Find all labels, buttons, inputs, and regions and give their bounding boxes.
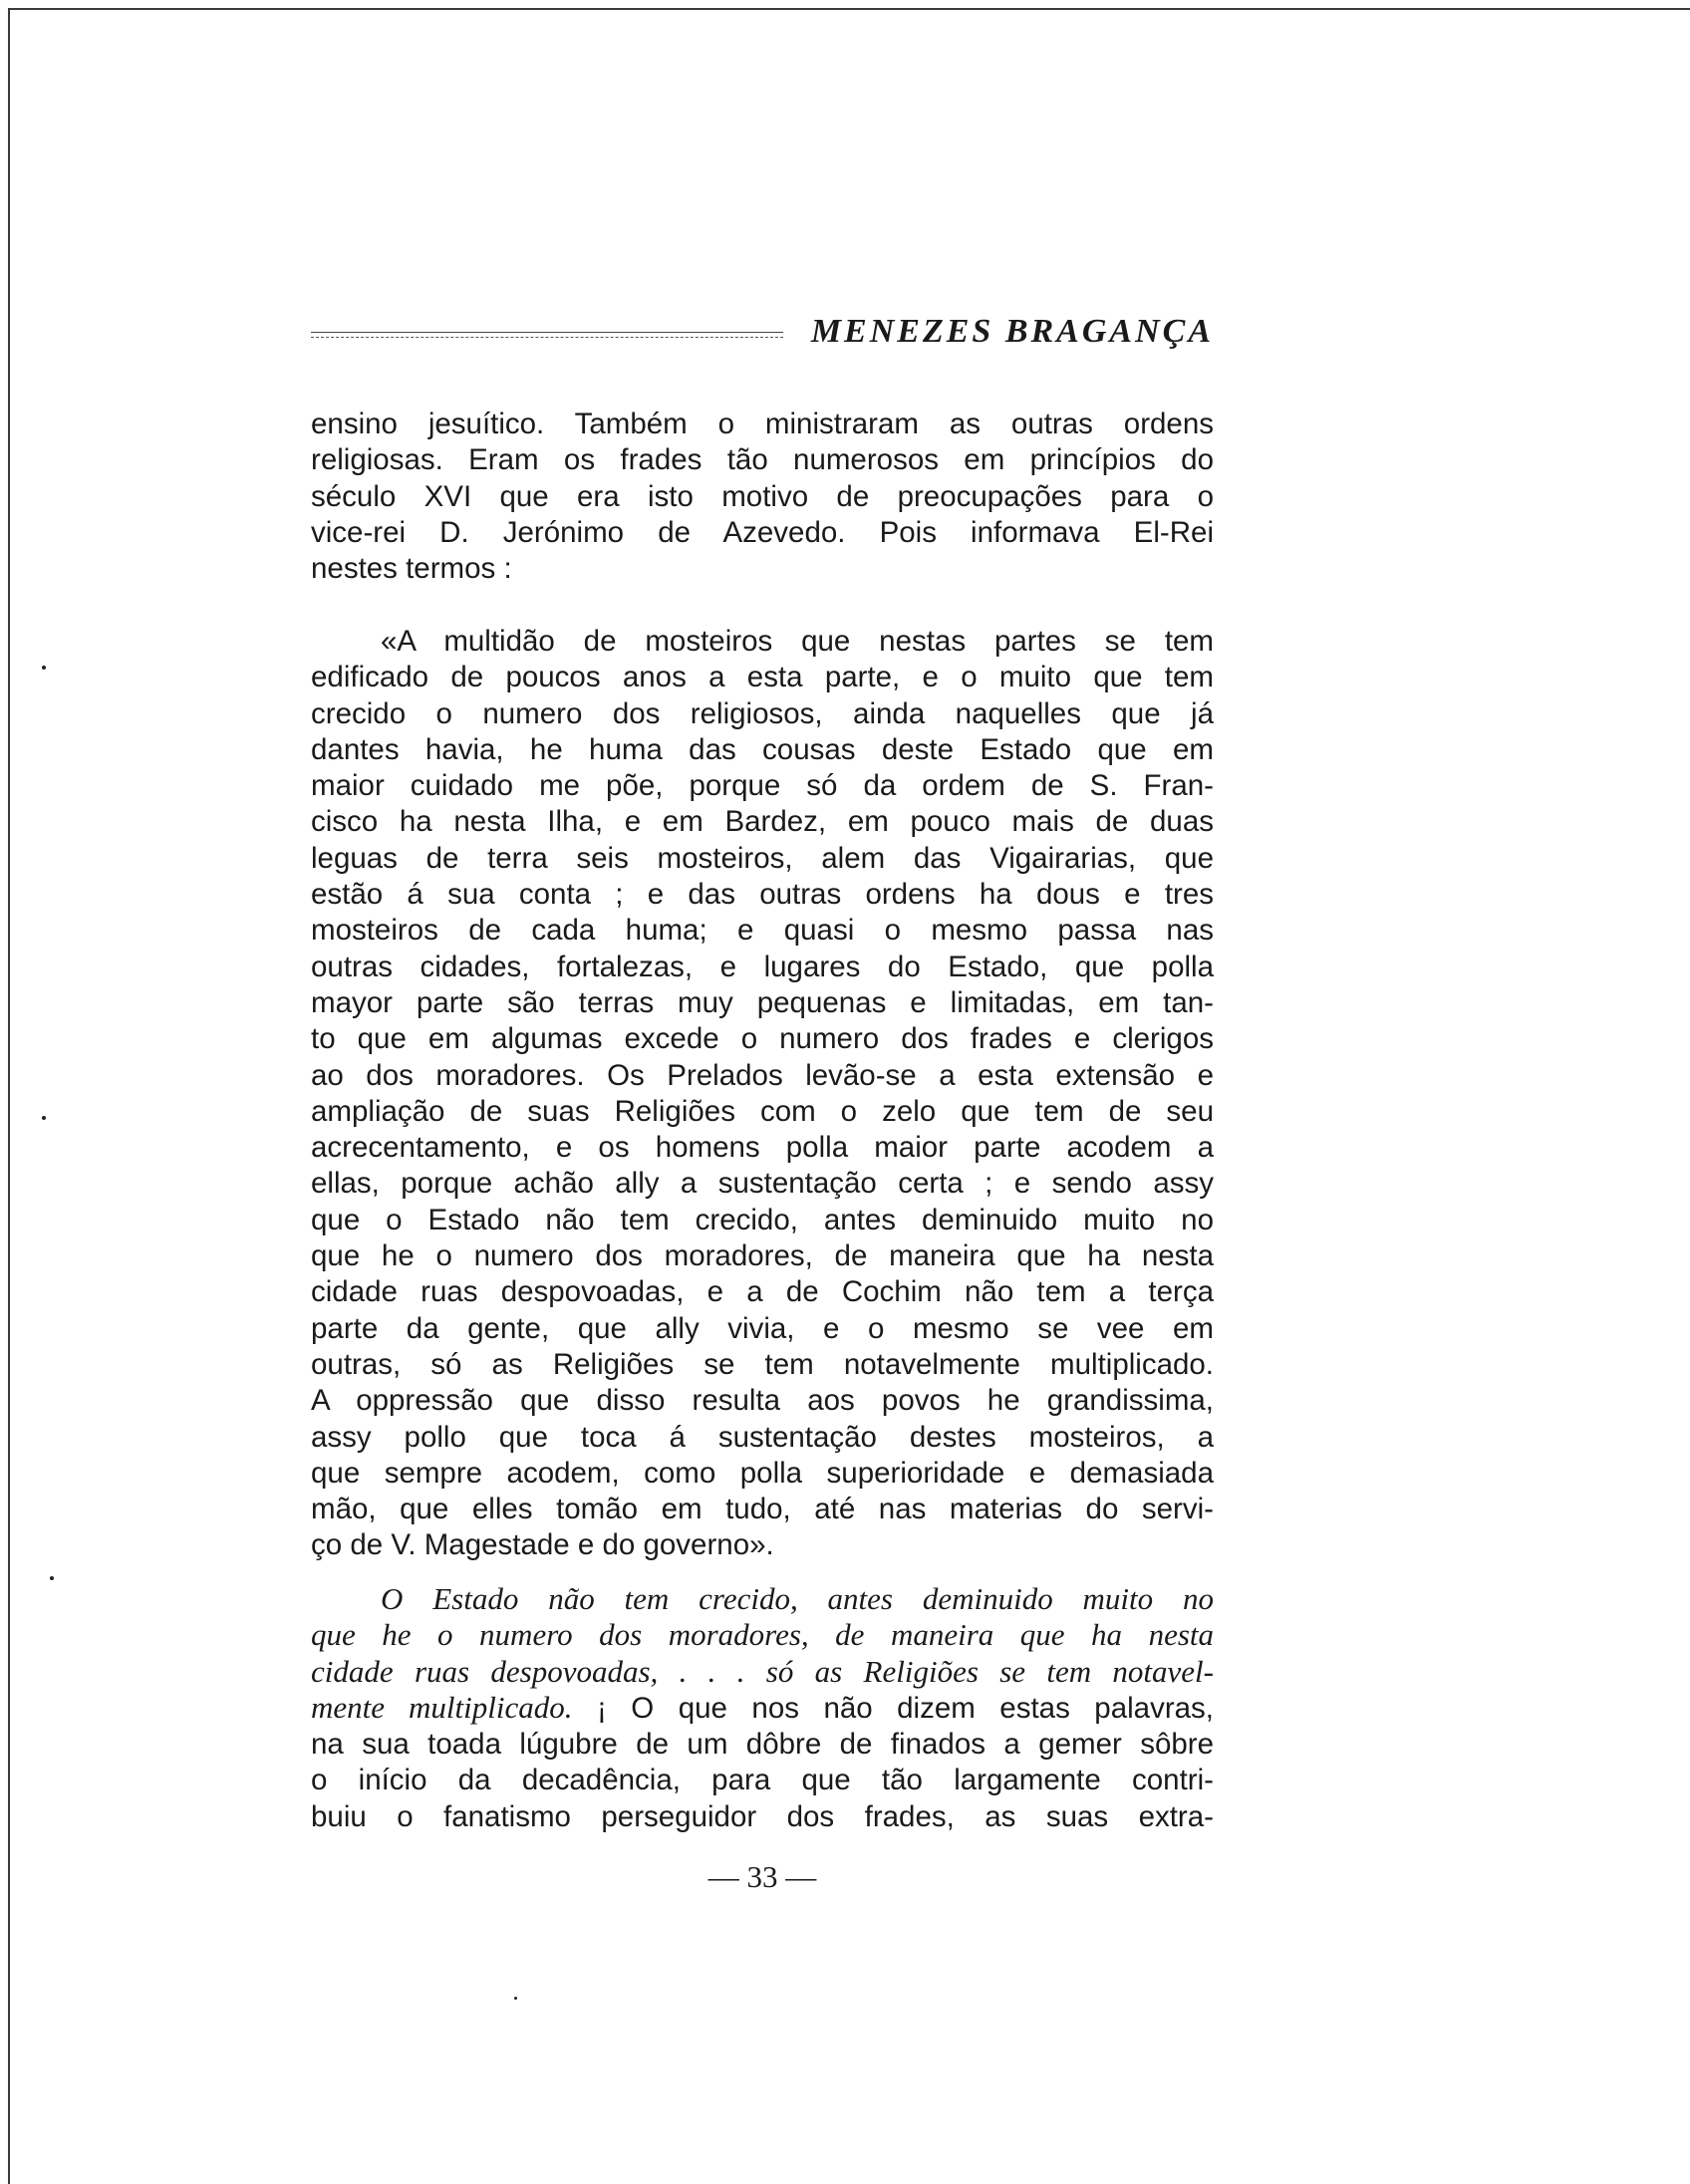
italic-line: cidade ruas despovoadas, . . . só as Religiões se tem notavel- — [311, 1653, 1214, 1689]
text-line: religiosas. Eram os frades tão numerosos em princípios do — [311, 443, 1214, 477]
text-line: mosteiros de cada huma; e quasi o mesmo passa nas — [311, 914, 1214, 948]
page-number: — 33 — — [707, 1859, 817, 1894]
mixed-line — [311, 1690, 1214, 1727]
text-line: nestes termos : — [311, 552, 512, 586]
header-rule — [311, 332, 783, 338]
running-head: MENEZES BRAGANÇA — [810, 313, 1214, 350]
paragraph-3 — [311, 1581, 1214, 1835]
text-line: buiu o fanatismo perseguidor dos frades, as suas extra- — [311, 1799, 1214, 1833]
text-line: cisco ha nesta Ilha, e em Bardez, em pouco mais de duas — [311, 805, 1214, 839]
text-line: «A multidão de mosteiros que nestas partes se tem — [381, 625, 1214, 658]
page-header — [311, 307, 1214, 357]
italic-phrase: mente multiplicado. — [311, 1689, 573, 1725]
text-line: dantes havia, he huma das cousas deste Estado que em — [311, 732, 1214, 766]
text-line: ensino jesuítico. Também o ministraram as outras ordens — [311, 408, 1214, 440]
text-line: que o Estado não tem crecido, antes deminuido muito no — [311, 1203, 1214, 1236]
text-line: século XVI que era isto motivo de preocupações para o — [311, 479, 1214, 513]
text-line: ao dos moradores. Os Prelados levão-se a esta extensão e — [311, 1058, 1214, 1092]
text-line: acrecentamento, e os homens polla maior parte acodem a — [311, 1131, 1214, 1165]
text-line: o início da decadência, para que tão largamente contri- — [311, 1764, 1214, 1797]
text-line: outras, só as Religiões se tem notavelmente multiplicado. — [311, 1347, 1214, 1381]
text-line: to que em algumas excede o numero dos frades e clerigos — [311, 1022, 1214, 1056]
paragraph-1 — [311, 407, 1214, 587]
roman-phrase: ¡ O que nos não dizem estas palavras, — [572, 1691, 1214, 1725]
text-line: A oppressão que disso resulta aos povos he grandissima, — [311, 1384, 1214, 1418]
scan-edge-top — [8, 8, 1690, 10]
text-line: assy pollo que toca á sustentação destes mosteiros, a — [311, 1420, 1214, 1454]
text-line: parte da gente, que ally vivia, e o mesmo se vee em — [311, 1311, 1214, 1345]
italic-line: que he o numero dos moradores, de maneira que ha nesta — [311, 1617, 1214, 1653]
text-line: outras cidades, fortalezas, e lugares do Estado, que polla — [311, 950, 1214, 983]
text-line: na sua toada lúgubre de um dôbre de finados a gemer sôbre — [311, 1728, 1214, 1762]
quotation-block — [311, 624, 1214, 1564]
text-line: ço de V. Magestade e do governo». — [311, 1528, 774, 1562]
text-line: estão á sua conta ; e das outras ordens ha dous e tres — [311, 878, 1214, 912]
text-line: maior cuidado me põe, porque só da ordem de S. Fran- — [311, 769, 1214, 803]
text-line: vice-rei D. Jerónimo de Azevedo. Pois informava El-Rei — [311, 515, 1214, 549]
text-line: ellas, porque achão ally a sustentação certa ; e sendo assy — [311, 1167, 1214, 1201]
text-line: edificado de poucos anos a esta parte, e o muito que tem — [311, 661, 1214, 694]
scan-speck — [514, 1997, 517, 2000]
scan-speck — [42, 666, 46, 670]
text-line: cidade ruas despovoadas, e a de Cochim não tem a terça — [311, 1275, 1214, 1309]
scan-speck — [50, 1576, 54, 1580]
text-line: ampliação de suas Religiões com o zelo que tem de seu — [311, 1094, 1214, 1128]
text-line: crecido o numero dos religiosos, ainda naquelles que já — [311, 696, 1214, 730]
text-line: que he o numero dos moradores, de maneira que ha nesta — [311, 1239, 1214, 1273]
text-line: que sempre acodem, como polla superioridade e demasiada — [311, 1456, 1214, 1490]
text-line: leguas de terra seis mosteiros, alem das Vigairarias, que — [311, 841, 1214, 875]
italic-line: O Estado não tem crecido, antes deminuido muito no — [381, 1581, 1214, 1616]
text-line: mão, que elles tomão em tudo, até nas materias do servi- — [311, 1493, 1214, 1526]
scan-edge-left — [8, 8, 10, 2184]
scan-speck — [42, 1116, 46, 1120]
text-line: mayor parte são terras muy pequenas e limitadas, em tan- — [311, 985, 1214, 1019]
